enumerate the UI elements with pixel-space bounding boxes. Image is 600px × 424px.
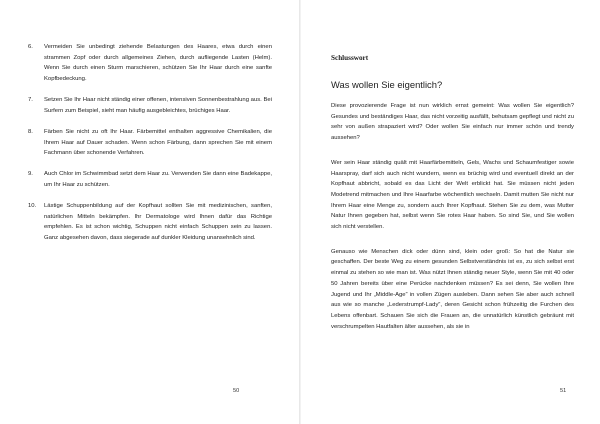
- page-number: 50: [233, 388, 240, 394]
- item-text: Lästige Schuppenbildung auf der Kopfhaut sollten Sie mit medizinischen, sanften, natürlichen Mitteln bekämpfen. Ihr Dermatologe wird Ihnen dafür das Richtige empfehlen. Es ist schon wichtig, Schuppen nicht einfach Schuppen sein zu lassen. Ganz abgesehen davon, dass siegerade auf dunkler Kleidung unansehnlich sind.: [44, 202, 272, 242]
- list-item: [28, 42, 272, 85]
- list-item: [28, 201, 272, 244]
- chapter-content: [331, 54, 574, 346]
- item-text: Färben Sie nicht zu oft Ihr Haar. Färbemittel enthalten aggressive Chemikalien, die Ihrem Haar auf Dauer schaden. Wenn schon Färbung, dann sprechen Sie mit einem Fachmann über schonende Verfahren.: [44, 128, 272, 157]
- item-number: 8.: [28, 128, 33, 135]
- paragraph: Diese provozierende Frage ist nun wirklich ernst gemeint: Was wollen Sie eigentlich? Gesundes und beständiges Haar, das nicht vorzeitig ausfällt, behutsam gepflegt und nicht zu sehr von außen strapaziert wird? Oder wollen Sie einfach nur immer schön und trendy aussehen?: [331, 103, 574, 142]
- item-number: 6.: [28, 44, 33, 50]
- page-number: 51: [560, 388, 567, 394]
- item-text: Auch Chlor im Schwimmbad setzt dem Haar zu. Verwenden Sie dann eine Badekappe, um Ihr Haar zu schützen.: [44, 171, 272, 188]
- item-number: 10.: [28, 202, 37, 209]
- list-item: [28, 95, 272, 116]
- item-number: 7.: [28, 97, 33, 104]
- list-item: [28, 127, 272, 159]
- tips-list: [28, 42, 272, 254]
- list-item: [28, 169, 272, 190]
- right-page: [301, 0, 600, 424]
- item-text: Setzen Sie Ihr Haar nicht ständig einer offenen, intensiven Sonnenbestrahlung aus. Bei Surfern zum Beispiel, sieht man häufig ausgebleichtes, brüchiges Haar.: [44, 97, 272, 114]
- chapter-heading: Schlusswort: [331, 54, 369, 62]
- chapter-subtitle: Was wollen Sie eigentlich?: [331, 79, 443, 90]
- item-text: Vermeiden Sie unbedingt ziehende Belastungen des Haares, etwa durch einen strammen Zopf oder durch allgemeines Ziehen, durch aufliegende Lasten (Helm). Wenn Sie durch einen Sturm marschieren, schützen Sie Ihr Haar durch eine sanfte Kopfbedeckung.: [44, 44, 272, 83]
- paragraph: Wer sein Haar ständig quält mit Haarfärbemitteln, Gels, Wachs und Schaumfestiger sowie Haarspray, darf sich auch nicht wundern, wenn es brüchig wird und eventuell direkt an der Kopfhaut abbricht, sobald es das Licht der Welt erblickt hat. Sie müssen nicht jeden Modetrend mitmachen und Ihre Haarfarbe wöchentlich wechseln. Damit mutten Sie nicht nur Ihrem Haar eine Menge zu, sondern auch Ihrer Kopfhaut. Stehen Sie zu dem, was Mutter Natur Ihnen gegeben hat, selbst wenn Sie rotes Haar haben. So sind Sie, und Sie wollen sich nicht verstellen.: [331, 159, 574, 231]
- item-number: 9.: [28, 171, 33, 178]
- paragraph: Genauso wie Menschen dick oder dünn sind, klein oder groß: So hat die Natur sie geschaffen. Der beste Weg zu einem gesunden Selbstverständnis ist es, zu sich selbst erst einmal zu stehen so wie man ist. Was nützt Ihnen ständig neuer Style, wenn Sie mit 40 oder 50 Jahren bereits über eine Perücke nachdenken müssen? Es sei denn, Sie wollen Ihre Jugend und Ihr „Middle-Age“ in vollen Zügen ausleben. Dann sehen Sie aber auch schnell aus wie so manche „Lederstrumpf-Lady“, deren Gesicht schon frühzeitig die Furchen des Lebens offenbart. Schauen Sie sich die Frauen an, die unnatürlich künstlich gebräunt mit verschrumpelten Hautfalten älter aussehen, als sie in: [331, 248, 574, 330]
- left-page: [0, 0, 299, 424]
